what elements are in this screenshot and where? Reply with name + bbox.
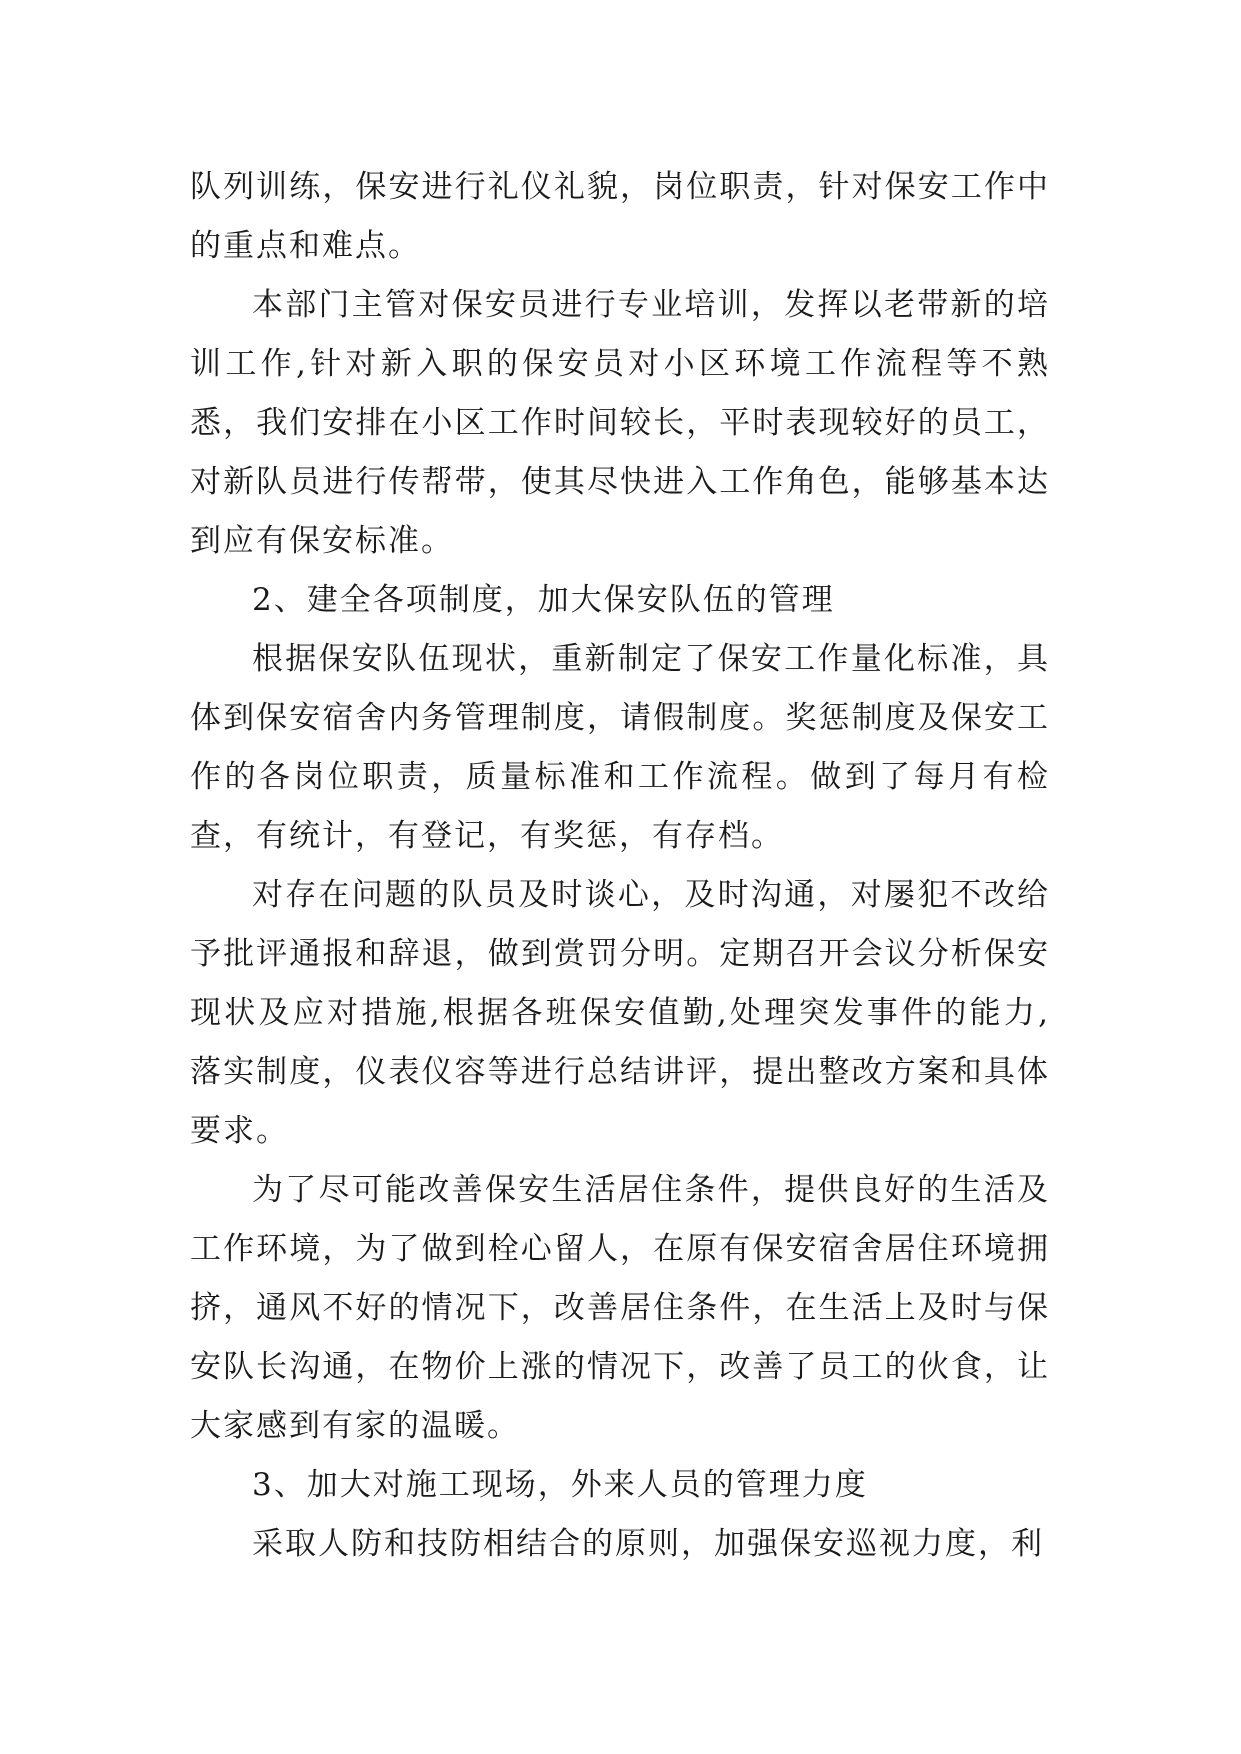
paragraph-3: 根据保安队伍现状，重新制定了保安工作量化标准，具体到保安宿舍内务管理制度，请假制度。奖惩制度及保安工作的各岗位职责，质量标准和工作流程。做到了每月有检查，有统计，有登记，有奖惩，有存档。 [190, 641, 1050, 854]
paragraph-1: 队列训练，保安进行礼仪礼貌，岗位职责，针对保安工作中的重点和难点。 [190, 169, 1050, 264]
paragraph-5: 为了尽可能改善保安生活居住条件，提供良好的生活及工作环境，为了做到栓心留人，在原有保安宿舍居住环境拥挤，通风不好的情况下，改善居住条件，在生活上及时与保安队长沟通，在物价上涨的情况下，改善了员工的伙食，让大家感到有家的温暖。 [190, 1172, 1050, 1444]
paragraph-2: 本部门主管对保安员进行专业培训，发挥以老带新的培训工作,针对新入职的保安员对小区环境工作流程等不熟悉，我们安排在小区工作时间较长，平时表现较好的员工，对新队员进行传帮带，使其尽快进入工作角色，能够基本达到应有保安标准。 [190, 287, 1050, 559]
document-body [190, 158, 1050, 1574]
paragraph-4: 对存在问题的队员及时谈心，及时沟通，对屡犯不改给予批评通报和辞退，做到赏罚分明。定期召开会议分析保安现状及应对措施,根据各班保安值勤,处理突发事件的能力,落实制度，仪表仪容等进行总结讲评，提出整改方案和具体要求。 [190, 877, 1050, 1149]
section-heading-2: 2、建全各项制度，加大保安队伍的管理 [252, 582, 835, 618]
section-heading-3: 3、加大对施工现场，外来人员的管理力度 [252, 1467, 868, 1503]
paragraph-6: 采取人防和技防相结合的原则，加强保安巡视力度，利 [252, 1526, 1044, 1562]
